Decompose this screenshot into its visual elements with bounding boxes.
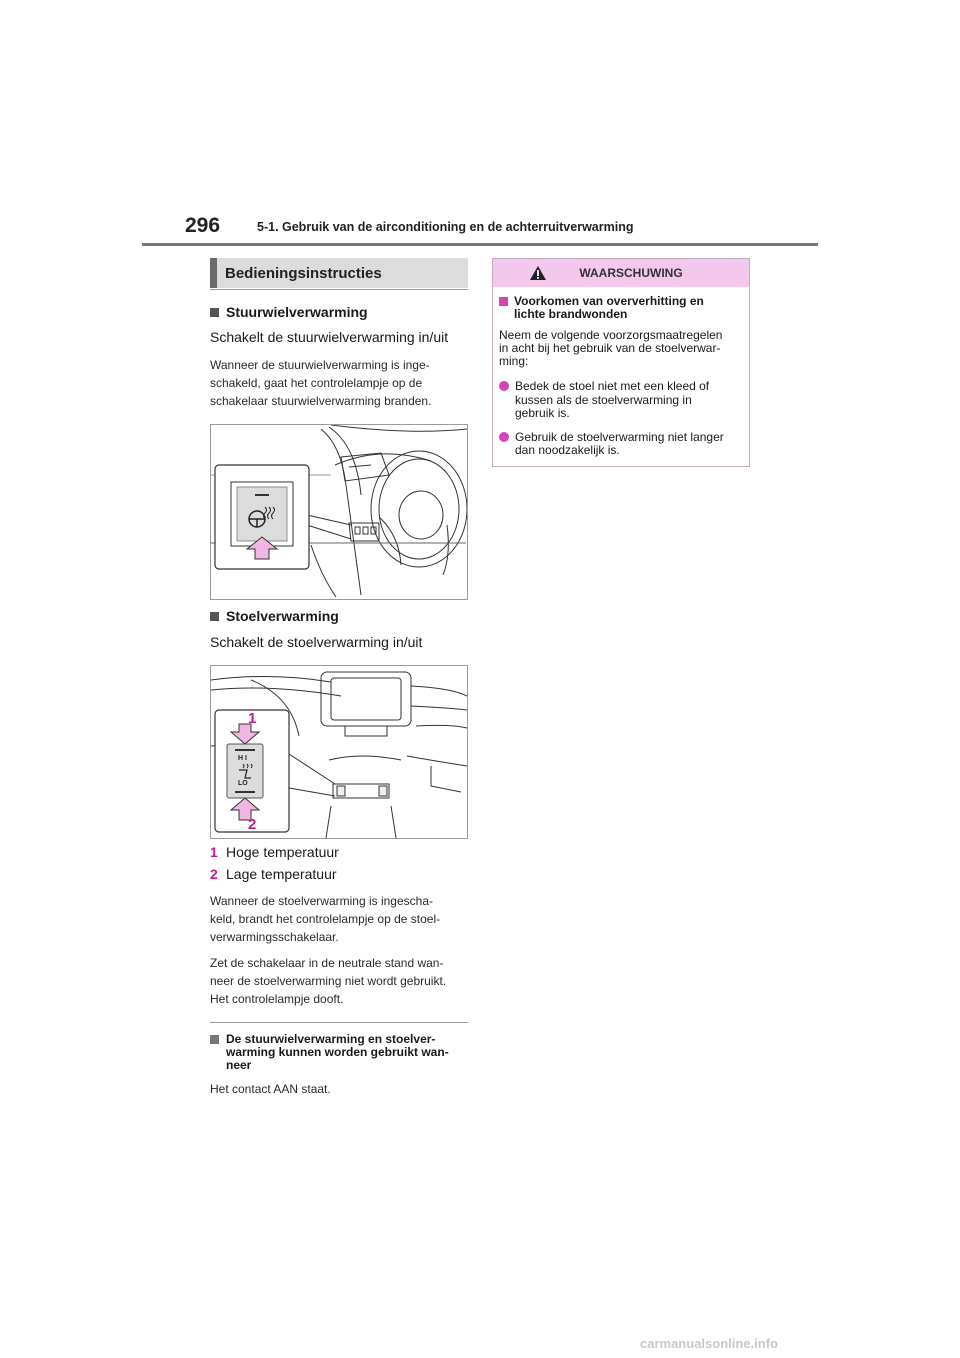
- seat-lead: Schakelt de stoelverwarming in/uit: [210, 634, 423, 650]
- warning-subheading: Voorkomen van oververhitting en lichte brandwonden: [499, 295, 743, 321]
- pink-square-bullet-icon: [499, 297, 508, 306]
- warning-bullet: Bedek de stoel niet met een kleed of kussen als de stoelverwarming in gebruik is.: [499, 380, 743, 421]
- warning-text: Neem de volgende voorzorgsmaatregelen in acht bij het gebruik van de stoelverwar- ming:: [499, 328, 723, 368]
- pink-dot-icon: [499, 381, 509, 391]
- legend-item: 1 Hoge temperatuur: [210, 844, 339, 860]
- steering-wheel-illustration: [211, 425, 467, 599]
- right-column: [492, 258, 750, 467]
- section-title: 5-1. Gebruik van de airconditioning en de achterruitverwarming: [257, 220, 634, 234]
- warning-label: WAARSCHUWING: [579, 266, 683, 280]
- warning-bullet: Gebruik de stoelverwarming niet langer dan noodzakelijk is.: [499, 431, 743, 458]
- left-column: [210, 258, 468, 1098]
- dashboard-illustration: [211, 666, 467, 838]
- note-heading: De stuurwielverwarming en stoelver- warming kunnen worden gebruikt wan- neer: [210, 1033, 468, 1072]
- warning-box: [492, 258, 750, 467]
- warning-header: [493, 259, 749, 287]
- section-box-title: Bedieningsinstructies: [225, 264, 382, 282]
- seat-heater-figure: [210, 665, 468, 839]
- steering-heading: Stuurwielverwarming: [210, 304, 468, 320]
- steering-lead: Schakelt de stuurwielverwarming in/uit: [210, 329, 449, 345]
- header-rule: [142, 243, 818, 246]
- hi-label: H I: [238, 755, 247, 762]
- pink-dot-icon: [499, 432, 509, 442]
- seat-body-1: Wanneer de stoelverwarming is ingescha- keld, brandt het controlelampje op de stoel- verwarmingsschakelaar.: [210, 894, 441, 944]
- square-bullet-icon: [210, 612, 219, 621]
- note-divider: [210, 1022, 468, 1023]
- warning-body: [493, 287, 749, 466]
- seat-heading: Stoelverwarming: [210, 608, 468, 624]
- legend: [210, 844, 468, 882]
- legend-item: 2 Lage temperatuur: [210, 866, 337, 882]
- steering-body: Wanneer de stuurwielverwarming is inge- schakeld, gaat het controlelampje op de schakelaar stuurwielverwarming branden.: [210, 358, 432, 408]
- square-bullet-icon: [210, 308, 219, 317]
- section-box: [210, 258, 468, 288]
- callout-1-label: 1: [248, 710, 257, 727]
- lo-label: LO: [238, 780, 248, 787]
- callout-2-label: 2: [248, 816, 257, 833]
- warning-triangle-icon: [529, 265, 547, 281]
- page-number: 296: [185, 214, 221, 237]
- note-text: Het contact AAN staat.: [210, 1082, 331, 1096]
- square-bullet-icon: [210, 1035, 219, 1044]
- seat-body-2: Zet de schakelaar in de neutrale stand wan- neer de stoelverwarming niet wordt gebruikt. Het controlelampje dooft.: [210, 956, 447, 1006]
- watermark: carmanualsonline.info: [640, 1336, 778, 1351]
- steering-heater-figure: [210, 424, 468, 600]
